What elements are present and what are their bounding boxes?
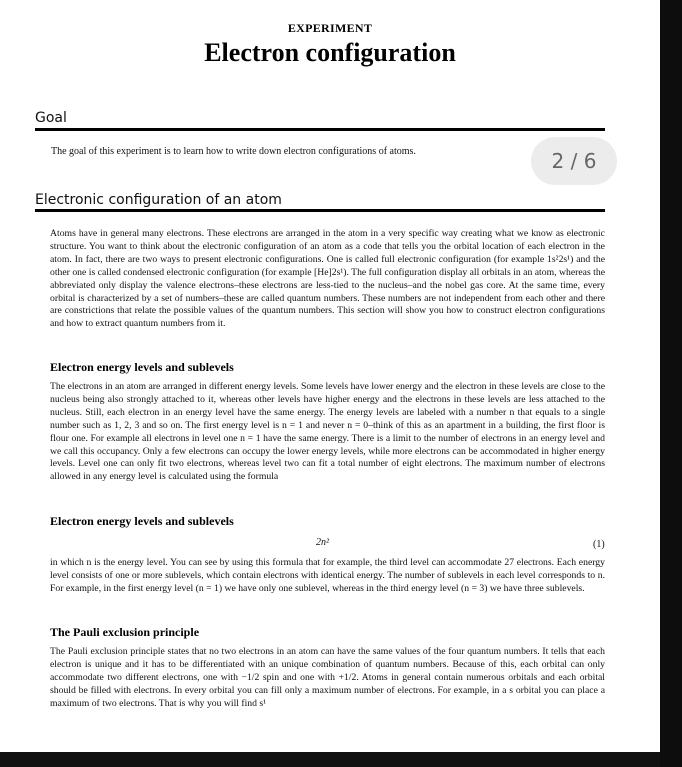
equation-number: (1) [593,539,605,550]
goal-heading: Goal [35,110,67,126]
energy-levels-heading-2: Electron energy levels and sublevels [50,514,234,528]
document-title: Electron configuration [204,38,456,67]
occupancy-equation: 2n² [316,537,329,548]
pauli-heading: The Pauli exclusion principle [50,625,200,639]
document-kicker: EXPERIMENT [287,21,373,35]
viewer-background [660,0,682,767]
sublevels-paragraph: in which n is the energy level. You can see by using this formula that for example, the third level can accommodate 27 electrons. Each energy level consists of one or more sublevels, which contain electrons with identical energy. The number of sublevels in each level corresponds to n. For example, in the first energy level (n = 1) we have only one sublevel, whereas in the third energy level (n = 3) we have three sublevels. [50,557,605,594]
electronic-configuration-divider [35,209,605,212]
energy-levels-heading: Electron energy levels and sublevels [50,360,234,374]
goal-divider [35,128,605,131]
goal-text: The goal of this experiment is to learn how to write down electron configurations of atoms. [51,146,416,157]
electronic-configuration-paragraph: Atoms have in general many electrons. These electrons are arranged in the atom in a very specific way creating what we know as electronic structure. You want to think about the electronic configuration of an atom as a code that tells you the orbital location of each electron in the atom. In fact, there are two ways to present electronic configurations. One is called full electronic configuration (for example 1s²2s¹) and the other one is called condensed electronic configuration (for example [He]2s¹). The full configuration display all orbitals in an atom, whereas the abbreviated only display the valence electrons–these electrons are less-tied to the nucleus–and the nobel gas core. At the same time, every orbital is characterized by a set of numbers–these are called quantum numbers. These numbers are not independent from each other and there are constrictions that relate the possible values of the quantum numbers. This section will show you how to construct electron configurations and how to extract quantum numbers from it. [50,228,605,330]
electronic-configuration-heading: Electronic configuration of an atom [35,192,282,208]
pauli-paragraph: The Pauli exclusion principle states that no two electrons in an atom can have the same values of the four quantum numbers. It tells that each electron is unique and it has to be differentiated with an unique combination of quantum numbers. Because of this, each orbital can only accommodate two different electrons, one with −1/2 spin and one with +1/2. Atoms in general contain numerous orbitals and each orbital should be filled with electrons. In every orbital you can fill only a maximum number of electrons. For example, in a s orbital you can place a maximum of two electrons. That is why you will find s¹ [50,646,605,709]
page-indicator[interactable]: 2 / 6 [531,137,617,185]
energy-levels-paragraph: The electrons in an atom are arranged in different energy levels. Some levels have lower energy and the electron in these levels are close to the nucleus being also strongly attached to it, whereas other levels have higher energy and the electrons in these levels are less attached to the nucleus. Still, each electron in an energy level have the same energy. The energy levels are labeled with a number n that equals to a single number such as 1, 2, 3 and so on. The first energy level is n = 1 and never n = 0–think of this as an apartment in a building, the first floor is flour one. For example all electrons in level one n = 1 have the same energy. There is a limit to the number of electrons in an energy level and we call this occupancy. Only a few electrons can occupy the lower energy levels, while more electrons can be accommodated in higher energy levels. Level one can only fit two electrons, whereas level two can fit a total number of eight electrons. The maximum number of electrons allowed in any energy level is calculated using the formula [50,381,605,483]
